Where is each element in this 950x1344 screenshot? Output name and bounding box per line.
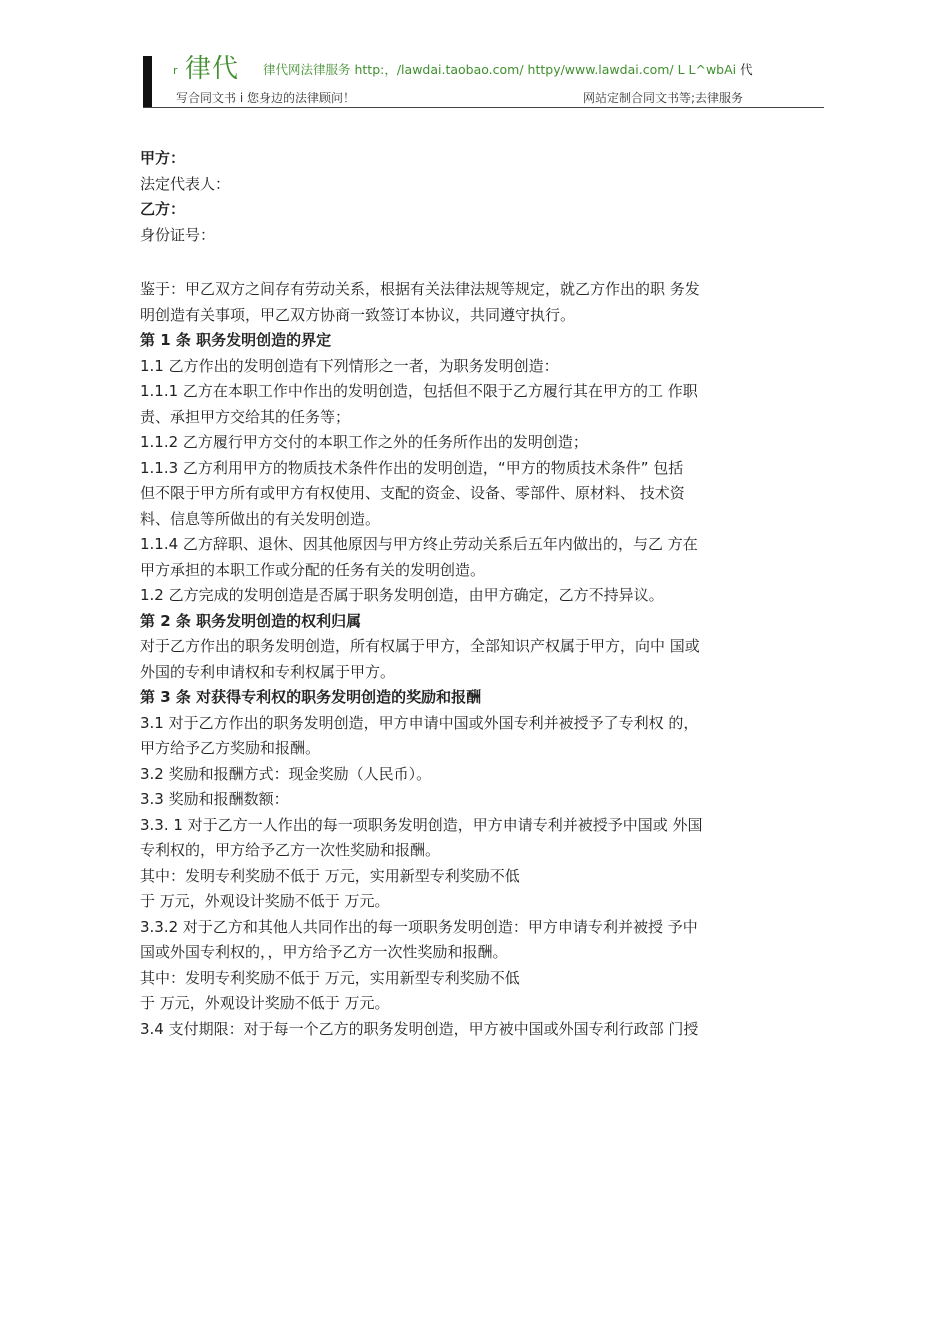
party-a-label: 甲方： — [140, 149, 186, 167]
clause-text-line: 国或外国专利权的，，甲方给予乙方一次性奖励和报酬。 — [140, 943, 508, 961]
clause-heading: 第 3 条 对获得专利权的职务发明创造的奖励和报酬 — [140, 688, 482, 706]
clause-text-line: 3.4 支付期限：对于每一个乙方的职务发明创造，甲方被中国或外国专利行政部 门授 — [140, 1019, 699, 1038]
section-gap — [140, 248, 826, 277]
clause-text-line: 1.1 乙方作出的发明创造有下列情形之一者，为职务发明创造： — [140, 356, 559, 375]
page-header — [143, 48, 823, 108]
clause-text-line: 明创造有关事项，甲乙双方协商一致签订本协议，共同遵守执行。 — [140, 305, 576, 324]
clause-text-line: 1.2 乙方完成的发明创造是否属于职务发明创造，由甲方确定，乙方不持异议。 — [140, 586, 664, 604]
clause-text-line: 1.1.1 乙方在本职工作中作出的发明创造，包括但不限于乙方履行其在甲方的工 作职 — [140, 382, 698, 400]
clause-text-line: 甲方承担的本职工作或分配的任务有关的发明创造。 — [140, 560, 486, 579]
clause-heading: 第 2 条 职务发明创造的权利归属 — [140, 611, 362, 630]
clause-text-line: 3.1 对于乙方作出的职务发明创造，甲方申请中国或外国专利并被授予了专利权 的， — [140, 713, 699, 732]
clause-text-line: 3.3.2 对于乙方和其他人共同作出的每一项职务发明创造：甲方申请专利并被授 予中 — [140, 917, 698, 936]
header-website-text: 律代网法律服务 http:，/lawdai.taobao.com/ httpy/www.lawdai.com/ L L^wbAi — [263, 62, 737, 77]
clause-heading: 第 1 条 职务发明创造的界定 — [140, 331, 332, 349]
clause-text-line: 3.3 奖励和报酬数额： — [140, 790, 289, 808]
clause-text-line: 专利权的，甲方给予乙方一次性奖励和报酬。 — [140, 841, 441, 859]
clause-text-line: 1.1.3 乙方利用甲方的物质技术条件作出的发明创造，“甲方的物质技术条件” 包括 — [140, 458, 684, 477]
clause-text-line: 3.2 奖励和报酬方式：现金奖励（人民币）。 — [140, 764, 432, 783]
logo-small-mark: r — [173, 64, 178, 77]
header-divider — [143, 107, 824, 108]
clause-text-line: 其中：发明专利奖励不低于 万元，实用新型专利奖励不低 — [140, 866, 520, 885]
header-service-text: 网站定制合同文书等;去律服务 — [583, 91, 744, 105]
clause-text-line: 于 万元，外观设计奖励不低于 万元。 — [140, 994, 390, 1012]
clause-text-line: 甲方给予乙方奖励和报酬。 — [140, 739, 321, 757]
id-number-label: 身份证号： — [140, 225, 216, 244]
clause-text-line: 责、承担甲方交给其的任务等； — [140, 407, 351, 426]
contract-body — [140, 146, 826, 1042]
clause-text-line: 1.1.4 乙方辞职、退休、因其他原因与甲方终止劳动关系后五年内做出的，与乙 方在 — [140, 535, 698, 553]
clause-text-line: 外国的专利申请权和专利权属于甲方。 — [140, 662, 396, 681]
clause-text-line: 料、信息等所做出的有关发明创造。 — [140, 509, 381, 528]
clause-text-line: 3.3. 1 对于乙方一人作出的每一项职务发明创造，甲方申请专利并被授予中国或 外国 — [140, 815, 703, 834]
clause-text-line: 其中：发明专利奖励不低于 万元，实用新型专利奖励不低 — [140, 968, 520, 987]
clause-text-line: 于 万元，外观设计奖励不低于 万元。 — [140, 892, 390, 910]
header-website-line — [263, 60, 753, 78]
clause-text-line: 鉴于：甲乙双方之间存有劳动关系，根据有关法律法规等规定，就乙方作出的职 务发 — [140, 280, 700, 298]
clause-text-line: 对于乙方作出的职务发明创造，所有权属于甲方，全部知识产权属于甲方，向中 国或 — [140, 637, 700, 655]
logo-bar — [143, 56, 152, 108]
clause-text-line: 但不限于甲方所有或甲方有权使用、支配的资金、设备、零部件、原材料、 技术资 — [140, 484, 685, 502]
header-website-suffix: 代 — [740, 62, 753, 77]
legal-representative-label: 法定代表人： — [140, 174, 231, 193]
header-slogan: 写合同文书 i 您身边的法律顾问！ — [176, 91, 355, 105]
party-b-label: 乙方： — [140, 200, 186, 218]
clauses — [140, 277, 826, 1042]
logo-text: 律代 — [185, 54, 240, 84]
clause-text-line: 1.1.2 乙方履行甲方交付的本职工作之外的任务所作出的发明创造； — [140, 433, 588, 451]
